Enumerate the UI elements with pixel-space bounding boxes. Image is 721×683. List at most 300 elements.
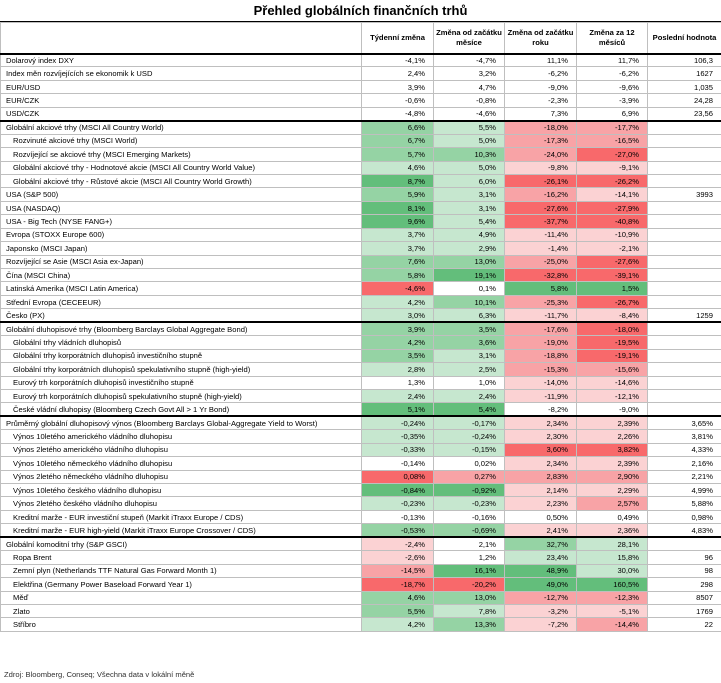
header-row [1, 23, 721, 54]
mtd-change-cell: -0,24% [434, 430, 505, 443]
last-value-cell [648, 255, 721, 268]
mtd-change-cell: -0,69% [434, 524, 505, 537]
twelve-month-change-cell: -18,0% [577, 322, 648, 335]
ytd-change-cell: -17,3% [505, 134, 577, 147]
ytd-change-cell: 5,8% [505, 282, 577, 295]
table-row [1, 174, 721, 187]
twelve-month-change-cell: -3,9% [577, 94, 648, 107]
ytd-change-cell: -27,6% [505, 201, 577, 214]
last-value-cell [648, 295, 721, 308]
row-name: Globální akciové trhy (MSCI All Country World) [1, 121, 362, 134]
last-value-cell: 98 [648, 564, 721, 577]
ytd-change-cell: -26,1% [505, 174, 577, 187]
last-value-cell: 3,81% [648, 430, 721, 443]
mtd-change-cell: 5,4% [434, 215, 505, 228]
table-row [1, 215, 721, 228]
twelve-month-change-cell: 1,5% [577, 282, 648, 295]
row-name: Eurový trh korporátních dluhopisů spekulativního stupně (high-yield) [1, 389, 362, 402]
row-name: Česko (PX) [1, 309, 362, 322]
last-value-cell [648, 376, 721, 389]
twelve-month-change-cell: -14,4% [577, 618, 648, 631]
table-row [1, 107, 721, 120]
row-name: USD/CZK [1, 107, 362, 120]
mtd-change-cell: 0,27% [434, 470, 505, 483]
weekly-change-cell: 1,3% [362, 376, 434, 389]
mtd-change-cell: 2,9% [434, 242, 505, 255]
weekly-change-cell: 4,2% [362, 618, 434, 631]
mtd-change-cell: -0,8% [434, 94, 505, 107]
last-value-cell [648, 403, 721, 416]
weekly-change-cell: 3,7% [362, 242, 434, 255]
table-row [1, 161, 721, 174]
twelve-month-change-cell: 3,82% [577, 443, 648, 456]
table-body [1, 54, 721, 632]
mtd-change-cell: 3,1% [434, 188, 505, 201]
table-row [1, 94, 721, 107]
weekly-change-cell: -0,6% [362, 94, 434, 107]
twelve-month-change-cell: -14,6% [577, 376, 648, 389]
mtd-change-cell: 0,02% [434, 457, 505, 470]
weekly-change-cell: -18,7% [362, 578, 434, 591]
last-value-cell [648, 282, 721, 295]
mtd-change-cell: -0,16% [434, 510, 505, 523]
row-name: EUR/CZK [1, 94, 362, 107]
weekly-change-cell: 4,6% [362, 161, 434, 174]
row-name: EUR/USD [1, 80, 362, 93]
table-row [1, 54, 721, 67]
last-value-cell [648, 201, 721, 214]
row-name: USA - Big Tech (NYSE FANG+) [1, 215, 362, 228]
last-value-cell: 8507 [648, 591, 721, 604]
last-value-cell [648, 363, 721, 376]
mtd-change-cell: 13,3% [434, 618, 505, 631]
last-value-cell [648, 349, 721, 362]
table-row [1, 322, 721, 335]
ytd-change-cell: -25,0% [505, 255, 577, 268]
weekly-change-cell: 5,8% [362, 269, 434, 282]
twelve-month-change-cell: -19,5% [577, 336, 648, 349]
last-value-cell: 106,3 [648, 54, 721, 67]
ytd-change-cell: 3,60% [505, 443, 577, 456]
weekly-change-cell: 9,6% [362, 215, 434, 228]
last-value-cell [648, 322, 721, 335]
table-row [1, 510, 721, 523]
ytd-change-cell: -32,8% [505, 269, 577, 282]
ytd-change-cell: 48,9% [505, 564, 577, 577]
table-row [1, 121, 721, 134]
row-name: Výnos 10letého německého vládního dluhopisu [1, 457, 362, 470]
row-name: Index měn rozvíjejících se ekonomik k USD [1, 67, 362, 80]
twelve-month-change-cell: 160,5% [577, 578, 648, 591]
ytd-change-cell: 2,23% [505, 497, 577, 510]
mtd-change-cell: -20,2% [434, 578, 505, 591]
table-row [1, 430, 721, 443]
ytd-change-cell: 49,0% [505, 578, 577, 591]
row-name: USA (S&P 500) [1, 188, 362, 201]
table-row [1, 255, 721, 268]
row-name: Výnos 2letého německého vládního dluhopisu [1, 470, 362, 483]
mtd-change-cell: 10,3% [434, 148, 505, 161]
twelve-month-change-cell: 2,26% [577, 430, 648, 443]
table-row [1, 228, 721, 241]
mtd-change-cell: -0,15% [434, 443, 505, 456]
weekly-change-cell: 8,1% [362, 201, 434, 214]
twelve-month-change-cell: -19,1% [577, 349, 648, 362]
ytd-change-cell: -18,0% [505, 121, 577, 134]
table-row [1, 443, 721, 456]
last-value-cell: 1,035 [648, 80, 721, 93]
weekly-change-cell: 2,8% [362, 363, 434, 376]
row-name: Eurový trh korporátních dluhopisů investičního stupně [1, 376, 362, 389]
last-value-cell [648, 537, 721, 550]
weekly-change-cell: 4,6% [362, 591, 434, 604]
ytd-change-cell: -8,2% [505, 403, 577, 416]
table-row [1, 201, 721, 214]
table-row [1, 524, 721, 537]
twelve-month-change-cell: -10,9% [577, 228, 648, 241]
row-name: Elektřina (Germany Power Baseload Forward Year 1) [1, 578, 362, 591]
weekly-change-cell: 3,9% [362, 322, 434, 335]
weekly-change-cell: -0,23% [362, 497, 434, 510]
ytd-change-cell: -7,2% [505, 618, 577, 631]
mtd-change-cell: 5,0% [434, 161, 505, 174]
mtd-change-cell: -0,23% [434, 497, 505, 510]
ytd-change-cell: -6,2% [505, 67, 577, 80]
mtd-change-cell: 1,0% [434, 376, 505, 389]
weekly-change-cell: -14,5% [362, 564, 434, 577]
mtd-change-cell: 2,1% [434, 537, 505, 550]
table-row [1, 416, 721, 429]
row-name: Rozvíjející se Asie (MSCI Asia ex-Japan) [1, 255, 362, 268]
table-row [1, 336, 721, 349]
table-row [1, 470, 721, 483]
last-value-cell: 3,65% [648, 416, 721, 429]
weekly-change-cell: 3,7% [362, 228, 434, 241]
twelve-month-change-cell: 30,0% [577, 564, 648, 577]
weekly-change-cell: -0,53% [362, 524, 434, 537]
ytd-change-cell: -16,2% [505, 188, 577, 201]
twelve-month-change-cell: 2,39% [577, 416, 648, 429]
table-row [1, 148, 721, 161]
row-name: Rozvinuté akciové trhy (MSCI World) [1, 134, 362, 147]
row-name: Globální trhy korporátních dluhopisů investičního stupně [1, 349, 362, 362]
ytd-change-cell: -19,0% [505, 336, 577, 349]
table-row [1, 282, 721, 295]
weekly-change-cell: 3,9% [362, 80, 434, 93]
twelve-month-change-cell: -27,9% [577, 201, 648, 214]
row-name: Latinská Amerika (MSCI Latin America) [1, 282, 362, 295]
last-value-cell: 24,28 [648, 94, 721, 107]
header-12m: Změna za 12 měsíců [577, 23, 648, 54]
last-value-cell: 23,56 [648, 107, 721, 120]
mtd-change-cell: 5,4% [434, 403, 505, 416]
ytd-change-cell: 2,83% [505, 470, 577, 483]
row-name: Globální komoditní trhy (S&P GSCI) [1, 537, 362, 550]
twelve-month-change-cell: -9,0% [577, 403, 648, 416]
ytd-change-cell: -15,3% [505, 363, 577, 376]
ytd-change-cell: 11,1% [505, 54, 577, 67]
ytd-change-cell: 2,41% [505, 524, 577, 537]
ytd-change-cell: -37,7% [505, 215, 577, 228]
ytd-change-cell: -11,9% [505, 389, 577, 402]
twelve-month-change-cell: -26,7% [577, 295, 648, 308]
mtd-change-cell: 3,1% [434, 201, 505, 214]
ytd-change-cell: -11,4% [505, 228, 577, 241]
ytd-change-cell: 2,34% [505, 416, 577, 429]
weekly-change-cell: -4,1% [362, 54, 434, 67]
twelve-month-change-cell: -12,1% [577, 389, 648, 402]
twelve-month-change-cell: 2,39% [577, 457, 648, 470]
weekly-change-cell: 7,6% [362, 255, 434, 268]
ytd-change-cell: -25,3% [505, 295, 577, 308]
weekly-change-cell: 5,1% [362, 403, 434, 416]
twelve-month-change-cell: 11,7% [577, 54, 648, 67]
mtd-change-cell: 1,2% [434, 551, 505, 564]
twelve-month-change-cell: -6,2% [577, 67, 648, 80]
last-value-cell [648, 215, 721, 228]
ytd-change-cell: 32,7% [505, 537, 577, 550]
mtd-change-cell: 2,4% [434, 389, 505, 402]
ytd-change-cell: -18,8% [505, 349, 577, 362]
mtd-change-cell: 6,0% [434, 174, 505, 187]
last-value-cell [648, 174, 721, 187]
weekly-change-cell: 5,7% [362, 148, 434, 161]
last-value-cell: 4,99% [648, 484, 721, 497]
row-name: Kreditní marže - EUR high-yield (Markit iTraxx Europe Crossover / CDS) [1, 524, 362, 537]
twelve-month-change-cell: -8,4% [577, 309, 648, 322]
row-name: Kreditní marže - EUR investiční stupeň (Markit iTraxx Europe / CDS) [1, 510, 362, 523]
row-name: Stříbro [1, 618, 362, 631]
mtd-change-cell: 3,6% [434, 336, 505, 349]
twelve-month-change-cell: 28,1% [577, 537, 648, 550]
twelve-month-change-cell: 2,36% [577, 524, 648, 537]
weekly-change-cell: 2,4% [362, 389, 434, 402]
table-row [1, 604, 721, 617]
weekly-change-cell: 3,0% [362, 309, 434, 322]
row-name: Globální trhy vládních dluhopisů [1, 336, 362, 349]
row-name: Globální akciové trhy - Hodnotové akcie (MSCI All Country World Value) [1, 161, 362, 174]
table-row [1, 134, 721, 147]
header-ytd: Změna od začátku roku [505, 23, 577, 54]
twelve-month-change-cell: 2,57% [577, 497, 648, 510]
twelve-month-change-cell: -15,6% [577, 363, 648, 376]
table-row [1, 484, 721, 497]
last-value-cell: 4,83% [648, 524, 721, 537]
header-weekly: Týdenní změna [362, 23, 434, 54]
twelve-month-change-cell: 6,9% [577, 107, 648, 120]
table-row [1, 295, 721, 308]
table-row [1, 309, 721, 322]
last-value-cell: 2,16% [648, 457, 721, 470]
twelve-month-change-cell: -14,1% [577, 188, 648, 201]
weekly-change-cell: 5,9% [362, 188, 434, 201]
row-name: Globální trhy korporátních dluhopisů spekulativního stupně (high-yield) [1, 363, 362, 376]
table-row [1, 67, 721, 80]
ytd-change-cell: 23,4% [505, 551, 577, 564]
last-value-cell: 96 [648, 551, 721, 564]
row-name: Globální akciové trhy - Růstové akcie (MSCI All Country World Growth) [1, 174, 362, 187]
row-name: Průměrný globální dluhopisový výnos (Bloomberg Barclays Global-Aggregate Yield to Worst) [1, 416, 362, 429]
twelve-month-change-cell: 2,29% [577, 484, 648, 497]
last-value-cell: 2,21% [648, 470, 721, 483]
twelve-month-change-cell: -26,2% [577, 174, 648, 187]
row-name: Výnos 10letého českého vládního dluhopisu [1, 484, 362, 497]
twelve-month-change-cell: 15,8% [577, 551, 648, 564]
ytd-change-cell: -12,7% [505, 591, 577, 604]
ytd-change-cell: 7,3% [505, 107, 577, 120]
twelve-month-change-cell: -17,7% [577, 121, 648, 134]
row-name: Zlato [1, 604, 362, 617]
weekly-change-cell: 6,7% [362, 134, 434, 147]
mtd-change-cell: -4,6% [434, 107, 505, 120]
row-name: Zemní plyn (Netherlands TTF Natural Gas Forward Month 1) [1, 564, 362, 577]
weekly-change-cell: -0,35% [362, 430, 434, 443]
mtd-change-cell: 4,9% [434, 228, 505, 241]
table-row [1, 564, 721, 577]
last-value-cell [648, 389, 721, 402]
mtd-change-cell: 10,1% [434, 295, 505, 308]
weekly-change-cell: 5,5% [362, 604, 434, 617]
weekly-change-cell: 0,08% [362, 470, 434, 483]
twelve-month-change-cell: -12,3% [577, 591, 648, 604]
mtd-change-cell: 16,1% [434, 564, 505, 577]
twelve-month-change-cell: 0,49% [577, 510, 648, 523]
row-name: Rozvíjející se akciové trhy (MSCI Emerging Markets) [1, 148, 362, 161]
twelve-month-change-cell: -16,5% [577, 134, 648, 147]
mtd-change-cell: 6,3% [434, 309, 505, 322]
last-value-cell: 22 [648, 618, 721, 631]
mtd-change-cell: 3,2% [434, 67, 505, 80]
mtd-change-cell: -0,17% [434, 416, 505, 429]
row-name: Výnos 10letého amerického vládního dluhopisu [1, 430, 362, 443]
twelve-month-change-cell: -27,0% [577, 148, 648, 161]
mtd-change-cell: 5,0% [434, 134, 505, 147]
table-row [1, 242, 721, 255]
twelve-month-change-cell: -27,6% [577, 255, 648, 268]
weekly-change-cell: -0,13% [362, 510, 434, 523]
market-overview-table [0, 22, 721, 632]
last-value-cell [648, 228, 721, 241]
last-value-cell: 3993 [648, 188, 721, 201]
last-value-cell: 1769 [648, 604, 721, 617]
mtd-change-cell: 7,8% [434, 604, 505, 617]
twelve-month-change-cell: -9,1% [577, 161, 648, 174]
weekly-change-cell: -2,6% [362, 551, 434, 564]
last-value-cell [648, 121, 721, 134]
table-row [1, 269, 721, 282]
ytd-change-cell: -17,6% [505, 322, 577, 335]
header-name [1, 23, 362, 54]
ytd-change-cell: -3,2% [505, 604, 577, 617]
last-value-cell: 0,98% [648, 510, 721, 523]
twelve-month-change-cell: -5,1% [577, 604, 648, 617]
mtd-change-cell: 2,5% [434, 363, 505, 376]
weekly-change-cell: -4,6% [362, 282, 434, 295]
last-value-cell: 4,33% [648, 443, 721, 456]
header-last-value: Poslední hodnota [648, 23, 721, 54]
weekly-change-cell: 2,4% [362, 67, 434, 80]
ytd-change-cell: -24,0% [505, 148, 577, 161]
table-row [1, 80, 721, 93]
mtd-change-cell: 19,1% [434, 269, 505, 282]
row-name: Ropa Brent [1, 551, 362, 564]
mtd-change-cell: 4,7% [434, 80, 505, 93]
mtd-change-cell: 0,1% [434, 282, 505, 295]
ytd-change-cell: -9,8% [505, 161, 577, 174]
ytd-change-cell: 2,14% [505, 484, 577, 497]
table-row [1, 389, 721, 402]
table-row [1, 457, 721, 470]
weekly-change-cell: -2,4% [362, 537, 434, 550]
ytd-change-cell: -2,3% [505, 94, 577, 107]
table-row [1, 349, 721, 362]
weekly-change-cell: 4,2% [362, 336, 434, 349]
last-value-cell: 1627 [648, 67, 721, 80]
twelve-month-change-cell: -39,1% [577, 269, 648, 282]
row-name: České vládní dluhopisy (Bloomberg Czech Govt All > 1 Yr Bond) [1, 403, 362, 416]
ytd-change-cell: -9,0% [505, 80, 577, 93]
table-row [1, 363, 721, 376]
mtd-change-cell: 13,0% [434, 255, 505, 268]
twelve-month-change-cell: -40,8% [577, 215, 648, 228]
twelve-month-change-cell: -2,1% [577, 242, 648, 255]
last-value-cell [648, 242, 721, 255]
weekly-change-cell: -4,8% [362, 107, 434, 120]
last-value-cell [648, 148, 721, 161]
twelve-month-change-cell: 2,90% [577, 470, 648, 483]
weekly-change-cell: -0,24% [362, 416, 434, 429]
mtd-change-cell: 3,5% [434, 322, 505, 335]
row-name: Střední Evropa (CECEEUR) [1, 295, 362, 308]
table-row [1, 591, 721, 604]
last-value-cell: 298 [648, 578, 721, 591]
mtd-change-cell: -4,7% [434, 54, 505, 67]
row-name: Dolarový index DXY [1, 54, 362, 67]
row-name: Japonsko (MSCI Japan) [1, 242, 362, 255]
weekly-change-cell: 4,2% [362, 295, 434, 308]
weekly-change-cell: -0,14% [362, 457, 434, 470]
weekly-change-cell: 3,5% [362, 349, 434, 362]
row-name: USA (NASDAQ) [1, 201, 362, 214]
mtd-change-cell: -0,92% [434, 484, 505, 497]
row-name: Měď [1, 591, 362, 604]
table-row [1, 188, 721, 201]
last-value-cell [648, 134, 721, 147]
last-value-cell [648, 336, 721, 349]
row-name: Výnos 2letého českého vládního dluhopisu [1, 497, 362, 510]
table-row [1, 497, 721, 510]
ytd-change-cell: 0,50% [505, 510, 577, 523]
mtd-change-cell: 13,0% [434, 591, 505, 604]
table-row [1, 551, 721, 564]
row-name: Globální dluhopisové trhy (Bloomberg Barclays Global Aggregate Bond) [1, 322, 362, 335]
ytd-change-cell: 2,30% [505, 430, 577, 443]
table-row [1, 376, 721, 389]
weekly-change-cell: -0,84% [362, 484, 434, 497]
last-value-cell [648, 161, 721, 174]
table-row [1, 618, 721, 631]
weekly-change-cell: -0,33% [362, 443, 434, 456]
page-title: Přehled globálních finančních trhů [0, 0, 721, 22]
last-value-cell: 1259 [648, 309, 721, 322]
table-row [1, 403, 721, 416]
row-name: Výnos 2letého amerického vládního dluhopisu [1, 443, 362, 456]
ytd-change-cell: 2,34% [505, 457, 577, 470]
weekly-change-cell: 8,7% [362, 174, 434, 187]
mtd-change-cell: 5,5% [434, 121, 505, 134]
last-value-cell: 5,88% [648, 497, 721, 510]
ytd-change-cell: -1,4% [505, 242, 577, 255]
